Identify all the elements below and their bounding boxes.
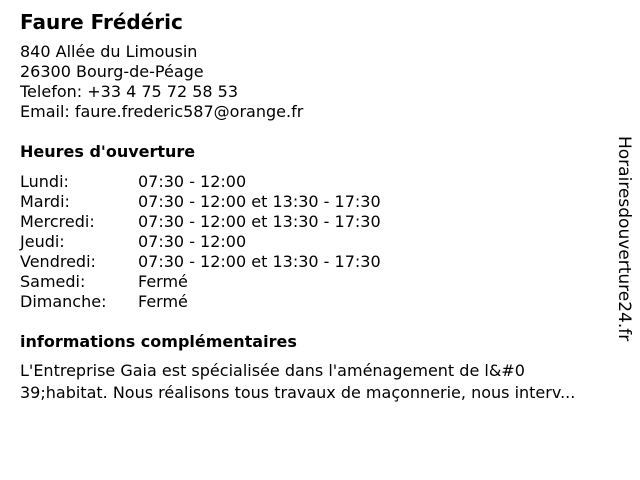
day-label: Mercredi: <box>20 212 95 231</box>
day-label: Lundi: <box>20 172 69 191</box>
time-value: Fermé <box>138 292 188 311</box>
address-block <box>20 42 620 122</box>
street-address: 840 Allée du Limousin <box>20 42 198 61</box>
opening-hours-table <box>20 172 620 312</box>
site-watermark: Horairesdouverture24.fr <box>614 136 634 342</box>
opening-hours-heading: Heures d'ouverture <box>20 142 196 161</box>
email-line: Email: faure.frederic587@orange.fr <box>20 102 304 121</box>
postal-city: 26300 Bourg-de-Péage <box>20 62 204 81</box>
time-value: 07:30 - 12:00 et 13:30 - 17:30 <box>138 252 381 271</box>
day-label: Dimanche: <box>20 292 107 311</box>
phone-line: Telefon: +33 4 75 72 58 53 <box>20 82 239 101</box>
hours-row-tuesday <box>20 192 620 212</box>
business-name: Faure Frédéric <box>20 10 183 34</box>
hours-row-thursday <box>20 232 620 252</box>
additional-info-heading: informations complémentaires <box>20 332 297 351</box>
time-value: 07:30 - 12:00 <box>138 232 247 251</box>
hours-row-wednesday <box>20 212 620 232</box>
time-value: 07:30 - 12:00 et 13:30 - 17:30 <box>138 192 381 211</box>
day-label: Mardi: <box>20 192 70 211</box>
hours-row-friday <box>20 252 620 272</box>
info-text-line: L'Entreprise Gaia est spécialisée dans l'aménagement de l&#0 <box>20 361 525 380</box>
time-value: 07:30 - 12:00 <box>138 172 247 191</box>
time-value: Fermé <box>138 272 188 291</box>
time-value: 07:30 - 12:00 et 13:30 - 17:30 <box>138 212 381 231</box>
day-label: Vendredi: <box>20 252 96 271</box>
info-text-line: 39;habitat. Nous réalisons tous travaux de maçonnerie, nous interv... <box>20 383 576 402</box>
hours-row-sunday <box>20 292 620 312</box>
business-card <box>20 10 620 404</box>
day-label: Samedi: <box>20 272 86 291</box>
additional-info-text <box>20 360 630 404</box>
hours-row-saturday <box>20 272 620 292</box>
hours-row-monday <box>20 172 620 192</box>
day-label: Jeudi: <box>20 232 65 251</box>
